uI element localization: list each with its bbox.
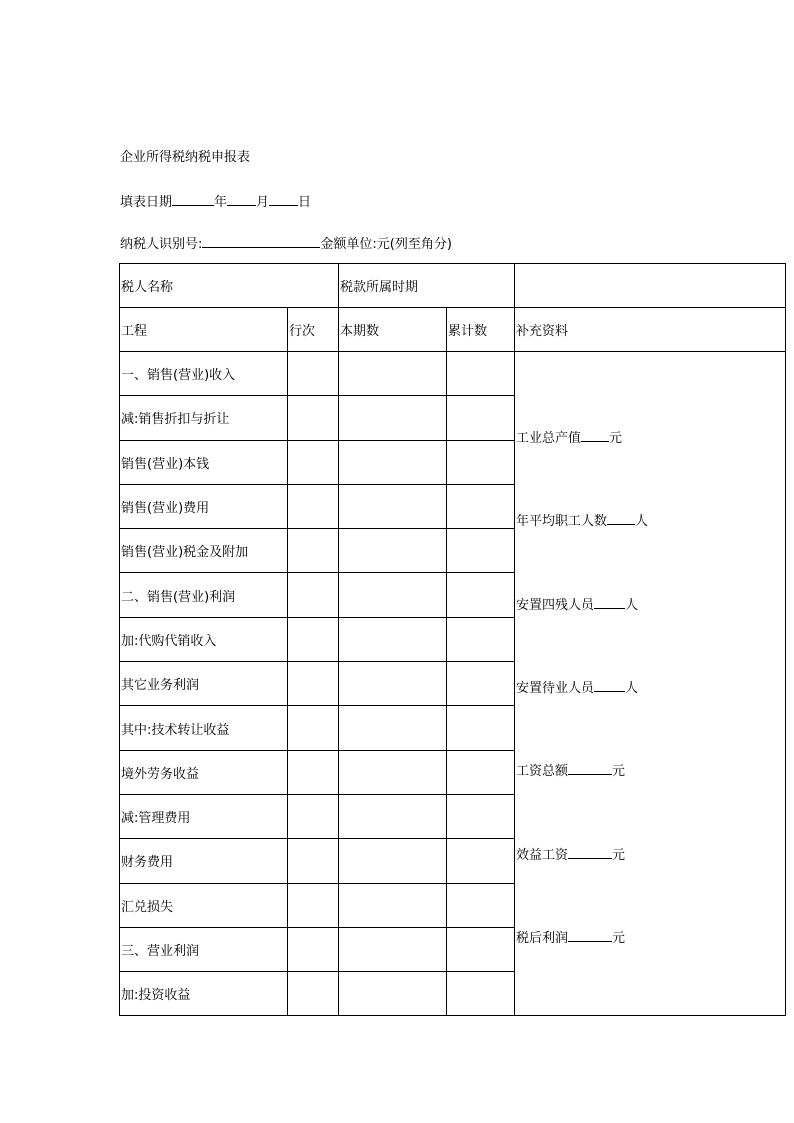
supplement-blank[interactable] <box>581 428 609 442</box>
supplement-unit: 元 <box>612 763 626 779</box>
supplement-blank[interactable] <box>568 845 612 859</box>
supplement-unit: 人 <box>625 680 639 696</box>
col-current-header: 本期数 <box>339 308 447 352</box>
cumulative-amount-cell[interactable] <box>447 794 515 838</box>
row-item-label: 销售(营业)费用 <box>120 484 288 528</box>
supplement-item <box>516 510 648 529</box>
cumulative-amount-cell[interactable] <box>447 839 515 883</box>
cumulative-amount-cell[interactable] <box>447 529 515 573</box>
cumulative-amount-cell[interactable] <box>447 352 515 396</box>
supplement-label: 安置待业人员 <box>516 680 595 696</box>
cumulative-amount-cell[interactable] <box>447 972 515 1016</box>
row-item-label: 其它业务利润 <box>120 662 288 706</box>
current-amount-cell[interactable] <box>339 883 447 927</box>
supplement-blank[interactable] <box>594 595 625 609</box>
taxpayer-id-blank[interactable] <box>202 234 320 248</box>
current-amount-cell[interactable] <box>339 573 447 617</box>
row-number-cell[interactable] <box>288 617 339 661</box>
cumulative-amount-cell[interactable] <box>447 396 515 440</box>
row-item-label: 减:销售折扣与折让 <box>120 396 288 440</box>
supplementary-info-cell <box>515 352 786 1016</box>
row-number-cell[interactable] <box>288 396 339 440</box>
supplement-label: 工资总额 <box>516 763 569 779</box>
row-number-cell[interactable] <box>288 440 339 484</box>
current-amount-cell[interactable] <box>339 484 447 528</box>
cumulative-amount-cell[interactable] <box>447 440 515 484</box>
cumulative-amount-cell[interactable] <box>447 750 515 794</box>
row-number-cell[interactable] <box>288 972 339 1016</box>
supplement-item <box>516 760 625 779</box>
row-number-cell[interactable] <box>288 352 339 396</box>
current-amount-cell[interactable] <box>339 352 447 396</box>
month-label: 月 <box>256 195 270 210</box>
col-supplement-header: 补充资料 <box>515 308 786 352</box>
supplement-blank[interactable] <box>568 761 612 775</box>
supplement-label: 安置四残人员 <box>516 597 595 613</box>
row-item-label: 加:代购代销收入 <box>120 617 288 661</box>
row-item-label: 三、营业利润 <box>120 927 288 971</box>
supplement-item <box>516 844 625 863</box>
supplement-item <box>516 927 625 946</box>
taxpayer-id-label: 纳税人识别号: <box>120 237 203 252</box>
row-item-label: 二、销售(营业)利润 <box>120 573 288 617</box>
year-label: 年 <box>214 195 228 210</box>
row-number-cell[interactable] <box>288 662 339 706</box>
row-item-label: 汇兑损失 <box>120 883 288 927</box>
current-amount-cell[interactable] <box>339 662 447 706</box>
supplement-item <box>516 427 622 446</box>
cumulative-amount-cell[interactable] <box>447 573 515 617</box>
supplement-item <box>516 677 638 696</box>
supplement-label: 税后利润 <box>516 930 569 946</box>
current-amount-cell[interactable] <box>339 440 447 484</box>
date-day-blank[interactable] <box>269 192 298 206</box>
col-row-no-header: 行次 <box>288 308 339 352</box>
col-cumulative-header: 累计数 <box>447 308 515 352</box>
date-year-blank[interactable] <box>172 192 214 206</box>
current-amount-cell[interactable] <box>339 972 447 1016</box>
row-number-cell[interactable] <box>288 529 339 573</box>
amount-unit-label: 金额单位:元(列至角分) <box>320 237 452 252</box>
supplement-blank[interactable] <box>568 928 612 942</box>
row-number-cell[interactable] <box>288 927 339 971</box>
supplement-label: 工业总产值 <box>516 430 582 446</box>
supplement-unit: 人 <box>625 597 639 613</box>
form-title: 企业所得税纳税申报表 <box>120 150 251 165</box>
supplement-label: 年平均职工人数 <box>516 513 608 529</box>
supplement-item <box>516 594 638 613</box>
header-row-taxpayer <box>120 264 786 308</box>
row-item-label: 一、销售(营业)收入 <box>120 352 288 396</box>
current-amount-cell[interactable] <box>339 396 447 440</box>
row-number-cell[interactable] <box>288 883 339 927</box>
current-amount-cell[interactable] <box>339 529 447 573</box>
current-amount-cell[interactable] <box>339 750 447 794</box>
cumulative-amount-cell[interactable] <box>447 617 515 661</box>
cumulative-amount-cell[interactable] <box>447 706 515 750</box>
tax-return-table <box>119 263 786 1016</box>
row-number-cell[interactable] <box>288 839 339 883</box>
day-label: 日 <box>298 195 312 210</box>
cumulative-amount-cell[interactable] <box>447 883 515 927</box>
supplement-unit: 元 <box>612 847 626 863</box>
current-amount-cell[interactable] <box>339 794 447 838</box>
current-amount-cell[interactable] <box>339 927 447 971</box>
supplement-unit: 元 <box>612 930 626 946</box>
current-amount-cell[interactable] <box>339 617 447 661</box>
row-item-label: 减:管理费用 <box>120 794 288 838</box>
current-amount-cell[interactable] <box>339 839 447 883</box>
col-item-header: 工程 <box>120 308 288 352</box>
row-item-label: 境外劳务收益 <box>120 750 288 794</box>
tax-period-value[interactable] <box>515 264 786 308</box>
row-item-label: 加:投资收益 <box>120 972 288 1016</box>
fill-date-line <box>120 192 311 211</box>
table-row <box>120 352 786 396</box>
supplement-label: 效益工资 <box>516 847 569 863</box>
row-number-cell[interactable] <box>288 573 339 617</box>
supplement-blank[interactable] <box>594 678 625 692</box>
row-number-cell[interactable] <box>288 484 339 528</box>
current-amount-cell[interactable] <box>339 706 447 750</box>
cumulative-amount-cell[interactable] <box>447 662 515 706</box>
row-item-label: 销售(营业)本钱 <box>120 440 288 484</box>
tax-period-label: 税款所属时期 <box>339 264 515 308</box>
header-row-columns <box>120 308 786 352</box>
row-item-label: 财务费用 <box>120 839 288 883</box>
cumulative-amount-cell[interactable] <box>447 927 515 971</box>
cumulative-amount-cell[interactable] <box>447 484 515 528</box>
supplement-unit: 元 <box>609 430 623 446</box>
row-item-label: 销售(营业)税金及附加 <box>120 529 288 573</box>
supplement-unit: 人 <box>635 513 649 529</box>
fill-date-label: 填表日期 <box>120 195 173 210</box>
row-number-cell[interactable] <box>288 706 339 750</box>
row-number-cell[interactable] <box>288 750 339 794</box>
row-item-label: 其中:技术转让收益 <box>120 706 288 750</box>
supplement-blank[interactable] <box>607 511 635 525</box>
row-number-cell[interactable] <box>288 794 339 838</box>
taxpayer-name-label: 税人名称 <box>120 264 339 308</box>
taxpayer-id-line <box>120 234 452 253</box>
date-month-blank[interactable] <box>227 192 256 206</box>
